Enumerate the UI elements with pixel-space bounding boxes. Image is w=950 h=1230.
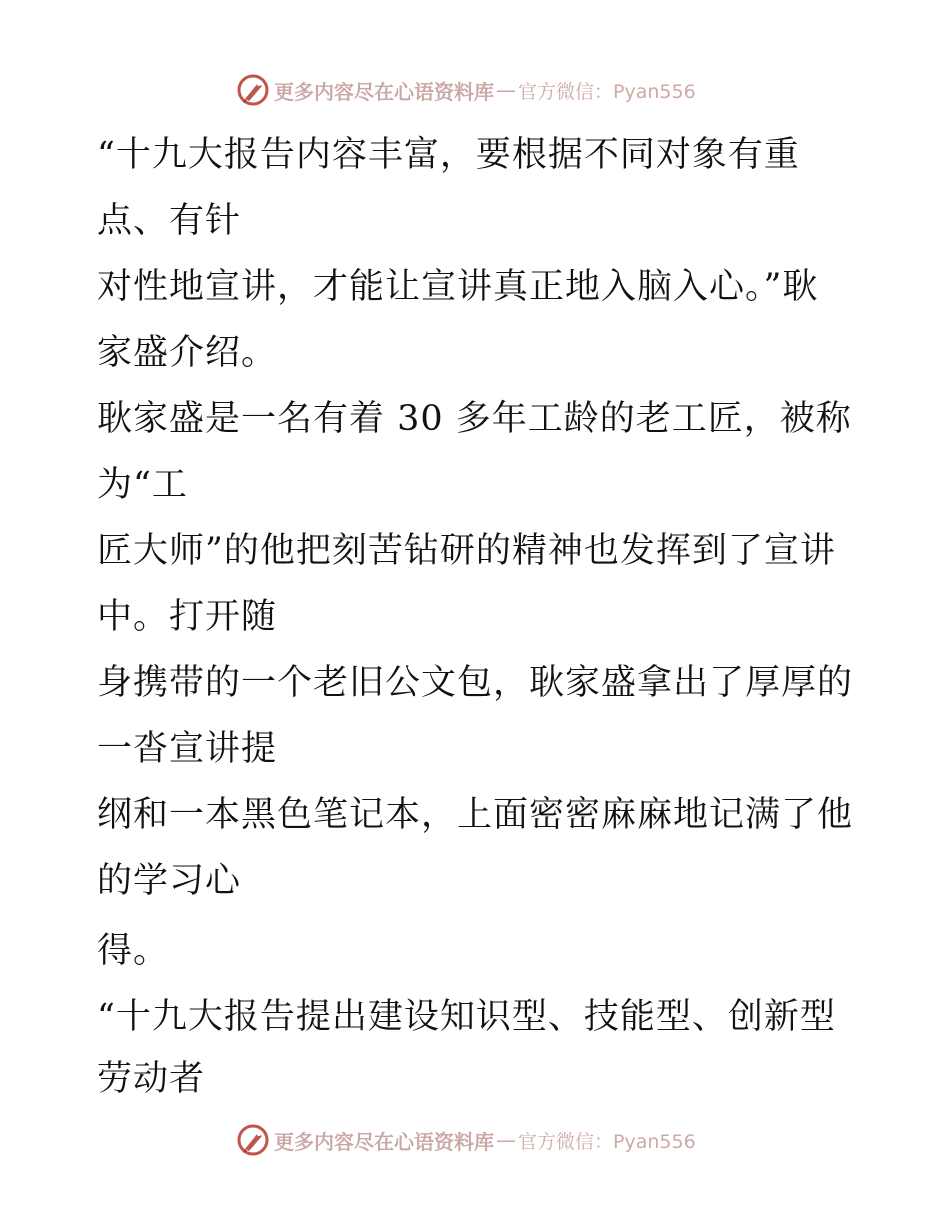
body-line: 劳动者 xyxy=(97,1059,206,1099)
footer-banner xyxy=(236,1122,696,1158)
banner-contact: 官方微信：Pyan556 xyxy=(518,1130,696,1153)
body-line: 对性地宣讲，才能让宣讲真正地入脑入心。”耿 xyxy=(97,267,819,307)
pen-logo-icon xyxy=(236,73,270,107)
body-line: “十九大报告提出建设知识型、技能型、创新型 xyxy=(97,997,836,1037)
banner-separator: — xyxy=(496,78,516,102)
body-line: 点、有针 xyxy=(97,201,242,241)
header-banner xyxy=(236,72,696,108)
body-line: 家盛介绍。 xyxy=(97,333,278,373)
body-line: “十九大报告内容丰富，要根据不同对象有重 xyxy=(97,135,800,175)
banner-title: 更多内容尽在心语资料库 xyxy=(274,1129,494,1154)
banner-separator: — xyxy=(496,1128,516,1152)
body-line: 得。 xyxy=(97,931,170,971)
body-line: 纲和一本黑色笔记本，上面密密麻麻地记满了他 xyxy=(97,795,854,835)
body-line: 为“工 xyxy=(97,465,188,505)
document-body xyxy=(97,124,857,1110)
pen-logo-icon xyxy=(236,1123,270,1157)
body-line: 耿家盛是一名有着 30 多年工龄的老工匠，被称 xyxy=(97,399,852,439)
body-line: 身携带的一个老旧公文包，耿家盛拿出了厚厚的 xyxy=(97,663,854,703)
body-line: 一沓宣讲提 xyxy=(97,729,278,769)
body-line: 中。打开随 xyxy=(97,597,278,637)
banner-title: 更多内容尽在心语资料库 xyxy=(274,79,494,104)
body-line: 的学习心 xyxy=(97,861,242,901)
body-line: 匠大师”的他把刻苦钻研的精神也发挥到了宣讲 xyxy=(97,531,836,571)
banner-contact: 官方微信：Pyan556 xyxy=(518,80,696,103)
